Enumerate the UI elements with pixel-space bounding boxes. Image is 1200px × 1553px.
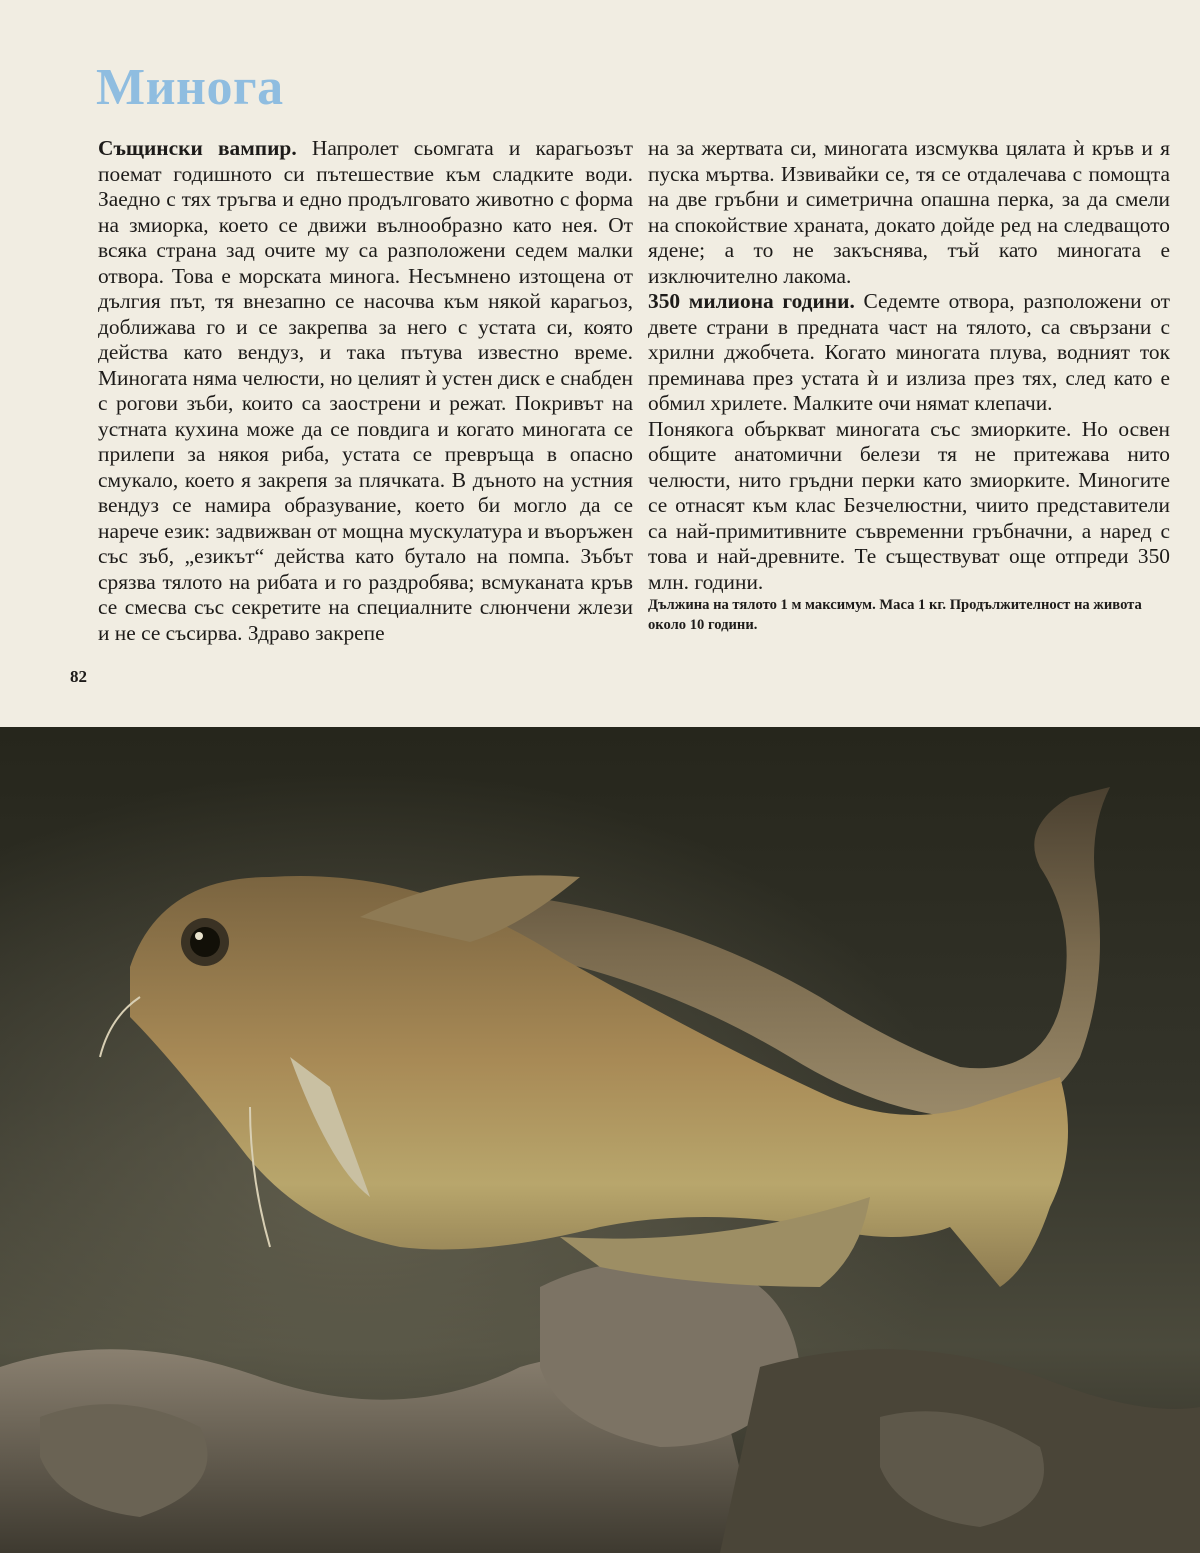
paragraph-text: Понякога объркват миногата със змиорките. Но освен общите анатомични белези тя не притежава нито челюсти, нито гръдни перки като змиорките. Миногите се отнасят към клас Безчелюстни, чиито представители са най-примитивните съвременни гръбначни, а наред с това и най-древните. Те съществуват още отпреди 350 млн. години.	[648, 416, 1170, 594]
paragraph	[98, 136, 633, 646]
text-column-right	[648, 136, 1170, 635]
paragraph-text: Напролет сьомгата и карагьозът поемат годишното си пътешествие към сладките води. Заедно с тях тръгва и едно продълговато животно с форма на змиорка, което се движи вълнообразно като нея. От всяка страна зад очите му са разположени седем малки отвора. Това е морската минога. Несъмнено изтощена от дългия път, тя внезапно се насочва към някой карагьоз, доближава го и се закрепва за него с устата си, която действа като вендуз, и така пътува известно време. Миногата няма челюсти, но целият ѝ устен диск е снабден с рогови зъби, които са заострени и режат. Покривът на устната кухина може да се повдига и когато миногата се прилепи за някоя риба, устата се превръща в опасно смукало, което я закрепя за плячката. В дъното на устния вендуз се намира образувание, което би могло да се нарече език: задвижван от мощна мускулатура и въоръжен със зъб, „езикът“ действа като бутало на помпа. Зъбът срязва тялото на рибата и го раздробява; всмуканата кръв се смесва със секретите на специалните слюнчени жлези и не се съсирва. Здраво закрепе	[98, 136, 633, 645]
paragraph-lead: Същински вампир.	[98, 136, 297, 160]
lamprey-illustration	[0, 727, 1200, 1553]
paragraph-lead: 350 милиона години.	[648, 289, 855, 313]
page-number: 82	[70, 667, 87, 686]
paragraph	[648, 289, 1170, 417]
facts-caption: Дължина на тялото 1 м максимум. Маса 1 кг. Продължителност на живота около 10 години.	[648, 597, 1142, 633]
paragraph-text: Седемте отвора, разположени от двете страни в предната част на тялото, са свързани с хрилни джобчета. Когато миногата плува, водният ток преминава през устата ѝ и излиза през тях, след като е обмил хрилете. Малките очи нямат клепачи.	[648, 289, 1170, 415]
paragraph	[648, 136, 1170, 289]
paragraph	[648, 417, 1170, 596]
paragraph-text: на за жертвата си, миногата изсмуква цялата ѝ кръв и я пуска мъртва. Извивайки се, тя се отдалечава с помощта на две гръбни и симетрична опашна перка, за да смели на спокойствие храната, докато дойде ред на следващото ядене; а то не закъснява, тъй като миногата е изключително лакома.	[648, 136, 1170, 288]
illustration-svg	[0, 727, 1200, 1553]
page-title: Минога	[96, 59, 284, 116]
text-column-left	[98, 136, 633, 646]
